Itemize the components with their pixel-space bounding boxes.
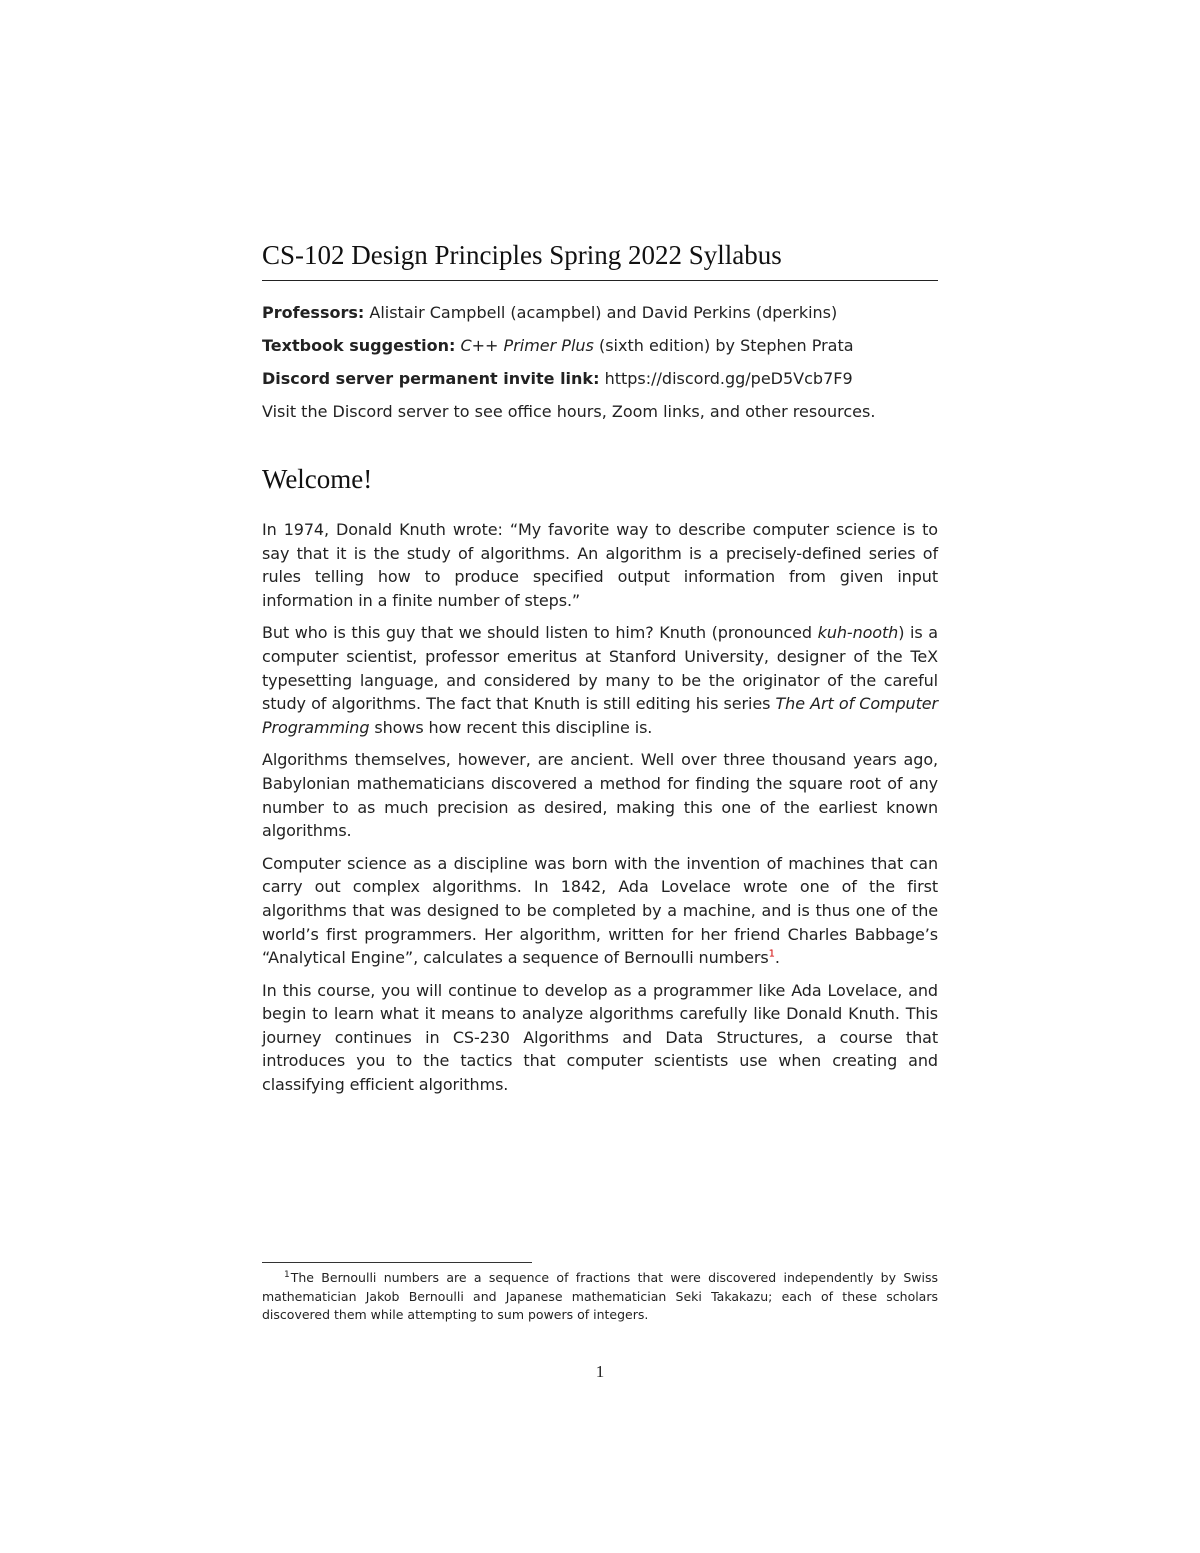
discord-line	[262, 369, 938, 389]
paragraph-text: Computer science as a discipline was born with the invention of machines that can carry out complex algorithms. In 1842, Ada Lovelace wrote one of the first algorithms that was designed to be completed by a machine, and is thus one of the world’s first programmers. Her algorithm, written for her friend Charles Babbage’s “Analytical Engine”, calculates a sequence of Bernoulli numbers	[262, 853, 938, 968]
paragraph-who-is-knuth	[262, 621, 938, 739]
footnote-area	[262, 1262, 938, 1325]
paragraph-text: ) is a computer scientist, professor emeritus at Stanford University, designer of the TeX typesetting language, and considered by many to be the originator of the careful study of algorithms. The fact that Knuth is still editing his series	[262, 623, 938, 714]
paragraph-text: But who is this guy that we should listen to him? Knuth (pronounced	[262, 623, 818, 643]
document-body	[262, 236, 938, 1106]
discord-invite-link[interactable]: https://discord.gg/peD5Vcb7F9	[604, 369, 853, 388]
professors-value: Alistair Campbell (acampbel) and David Perkins (dperkins)	[369, 303, 838, 322]
document-title: CS-102 Design Principles Spring 2022 Syllabus	[262, 240, 782, 270]
paragraph-this-course: In this course, you will continue to develop as a programmer like Ada Lovelace, and begin to learn what it means to analyze algorithms carefully like Donald Knuth. This journey continues in CS-230 Algorithms and Data Structures, a course that introduces you to the tactics that computer scientists use when creating and classifying efficient algorithms.	[262, 980, 938, 1095]
welcome-heading: Welcome!	[262, 464, 373, 494]
textbook-line	[262, 336, 938, 356]
footnote-text: The Bernoulli numbers are a sequence of fractions that were discovered independently by Swiss mathematician Jakob Bernoulli and Japanese mathematician Seki Takakazu; each of these scholars discovered them while attempting to sum powers of integers.	[262, 1270, 938, 1322]
paragraph-text: shows how recent this discipline is.	[369, 717, 653, 737]
paragraph-ada-lovelace	[262, 852, 938, 970]
footnote-reference[interactable]: 1	[768, 948, 775, 960]
professors-label: Professors:	[262, 303, 365, 322]
textbook-rest: (sixth edition) by Stephen Prata	[598, 336, 854, 355]
page-number: 1	[595, 1362, 605, 1381]
visit-discord-note: Visit the Discord server to see office hours, Zoom links, and other resources.	[262, 402, 876, 421]
professors-line	[262, 303, 938, 323]
title-rule	[262, 280, 938, 281]
paragraph-knuth-quote: In 1974, Donald Knuth wrote: “My favorite way to describe computer science is to say that it is the study of algorithms. An algorithm is a precisely-defined series of rules telling how to produce specified output information from given input information in a finite number of steps.”	[262, 520, 938, 610]
book-title: The Art of Computer Programming	[262, 694, 938, 737]
footnote-mark: 1	[284, 1269, 290, 1280]
discord-label: Discord server permanent invite link:	[262, 369, 600, 388]
paragraph-text: .	[774, 948, 780, 968]
footnote	[262, 1269, 938, 1325]
textbook-label: Textbook suggestion:	[262, 336, 456, 355]
footnote-rule	[262, 1262, 532, 1263]
paragraph-ancient-algorithms: Algorithms themselves, however, are ancient. Well over three thousand years ago, Babylonian mathematicians discovered a method for finding the square root of any number to as much precision as desired, making this one of the earliest known algorithms.	[262, 750, 938, 841]
textbook-title: C++ Primer Plus	[460, 336, 594, 355]
pronunciation: kuh-nooth	[817, 623, 899, 643]
